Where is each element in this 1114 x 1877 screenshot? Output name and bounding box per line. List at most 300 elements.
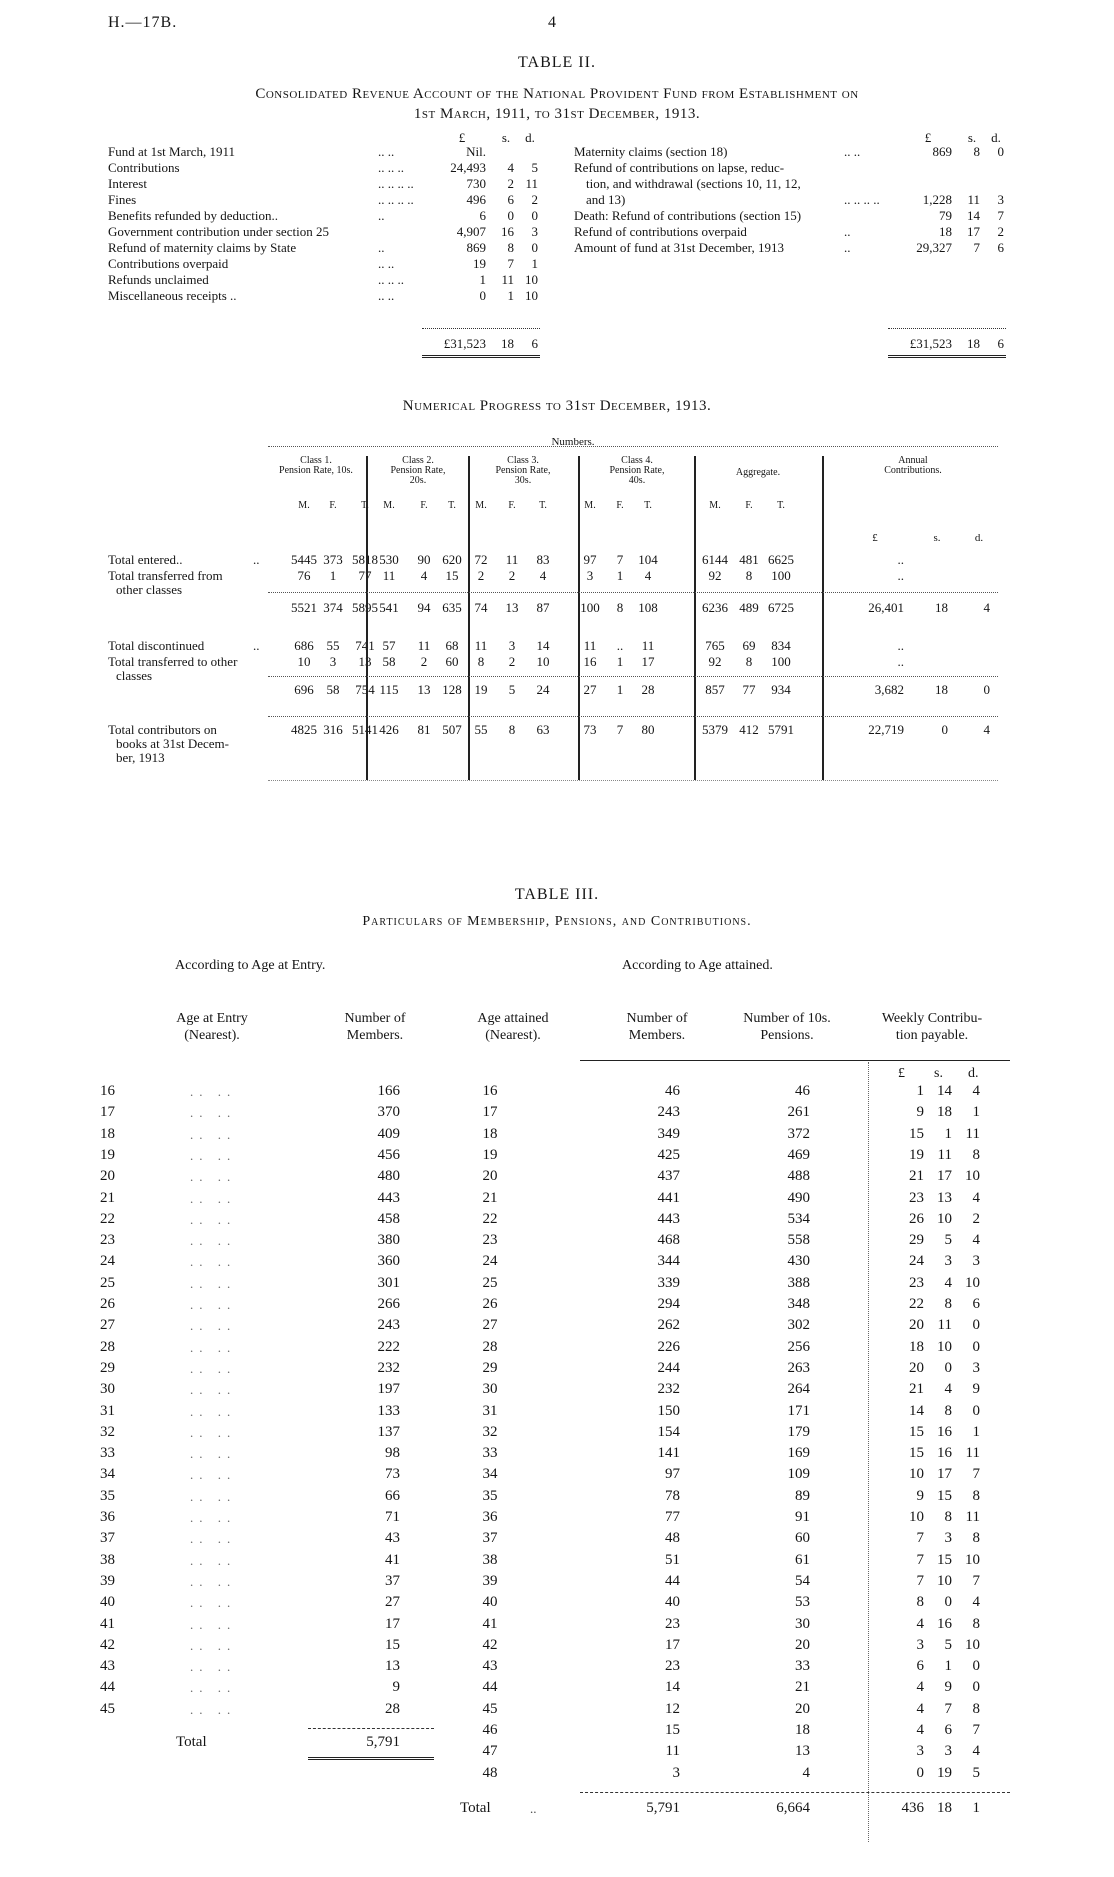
money-shillings bbox=[924, 568, 948, 584]
age-at-entry: 33 bbox=[100, 1445, 115, 1462]
members-count: 98 bbox=[385, 1445, 400, 1462]
count-cell: 13 bbox=[505, 600, 519, 615]
table2-title: TABLE II. bbox=[518, 54, 596, 71]
mft-heading: M. bbox=[709, 500, 721, 511]
count-cell: 8 bbox=[616, 600, 624, 615]
contribution-shillings: 17 bbox=[937, 1466, 952, 1483]
count-cell: 68 bbox=[445, 638, 459, 653]
amount-shillings: 1 bbox=[507, 288, 514, 303]
count-cell: 426 bbox=[379, 722, 399, 737]
contribution-shillings: 7 bbox=[944, 1700, 952, 1717]
members-count: 437 bbox=[657, 1168, 680, 1185]
members-count: 15 bbox=[385, 1636, 400, 1653]
members-count: 13 bbox=[385, 1658, 400, 1675]
contribution-pence: 10 bbox=[965, 1551, 980, 1568]
age-at-entry: 42 bbox=[100, 1636, 115, 1653]
age-at-entry: 24 bbox=[100, 1253, 115, 1270]
col-members-attained: Number of Members. bbox=[626, 1011, 688, 1043]
mft-heading: T. bbox=[539, 500, 547, 511]
age-at-entry: 41 bbox=[100, 1615, 115, 1632]
count-cell: 77 bbox=[358, 568, 372, 583]
contribution-shillings: 3 bbox=[944, 1530, 952, 1547]
count-cell: 4 bbox=[539, 568, 547, 583]
contribution-pounds: 4 bbox=[916, 1700, 924, 1717]
age-attained: 16 bbox=[482, 1083, 498, 1099]
count-cell: 686 bbox=[294, 638, 314, 653]
members-count: 360 bbox=[377, 1253, 400, 1270]
money-shillings: 0 bbox=[941, 722, 948, 737]
count-cell: 374 bbox=[323, 600, 343, 615]
total-pounds: £31,523 bbox=[443, 336, 486, 351]
members-count: 48 bbox=[665, 1530, 680, 1547]
count-cell: 4 bbox=[644, 568, 652, 583]
pensions-count: 33 bbox=[795, 1658, 810, 1675]
pensions-count: 469 bbox=[787, 1146, 810, 1163]
amount-pence bbox=[986, 160, 1004, 176]
age-attained: 39 bbox=[482, 1572, 498, 1589]
age-at-entry: 29 bbox=[100, 1359, 115, 1376]
contribution-pounds: 3 bbox=[916, 1636, 924, 1653]
count-cell: 5445 bbox=[291, 552, 317, 567]
count-cell: 24 bbox=[536, 682, 550, 697]
leader-dots: .. .. .. .. bbox=[378, 192, 414, 207]
members-count: 226 bbox=[657, 1338, 680, 1355]
contribution-pence: 1 bbox=[972, 1423, 980, 1440]
age-at-entry: 38 bbox=[100, 1551, 115, 1568]
leader-dots: .. bbox=[253, 638, 260, 653]
amount-shillings: 2 bbox=[507, 176, 514, 191]
contribution-pence: 8 bbox=[972, 1487, 980, 1504]
count-cell: 412 bbox=[739, 722, 759, 737]
count-cell: 14 bbox=[536, 638, 550, 653]
leader-dots: .. .. .. bbox=[378, 160, 404, 175]
contribution-pounds: 15 bbox=[909, 1445, 924, 1462]
contribution-pounds: 7 bbox=[916, 1551, 924, 1568]
age-at-entry: 26 bbox=[100, 1296, 115, 1312]
count-cell: 100 bbox=[771, 654, 791, 669]
count-cell: 10 bbox=[297, 654, 311, 669]
group-heading: Annual bbox=[898, 455, 928, 466]
age-at-entry: 25 bbox=[100, 1274, 115, 1291]
total-pounds: 436 bbox=[901, 1799, 924, 1816]
members-count: 468 bbox=[657, 1232, 680, 1249]
count-cell: 11 bbox=[583, 638, 597, 653]
group-heading: Class 1. bbox=[300, 455, 332, 466]
contribution-pence: 5 bbox=[972, 1764, 980, 1781]
contribution-shillings: 4 bbox=[944, 1381, 952, 1398]
document-reference: H.—17B. bbox=[108, 14, 178, 31]
amount-pounds: 18 bbox=[939, 224, 952, 239]
contribution-pence: 0 bbox=[972, 1402, 980, 1419]
age-at-entry: 31 bbox=[100, 1402, 115, 1419]
age-attained: 17 bbox=[482, 1104, 498, 1121]
age-attained: 47 bbox=[482, 1743, 498, 1760]
count-cell: 69 bbox=[742, 638, 756, 653]
group-heading: 30s. bbox=[514, 475, 532, 486]
amount-pounds: 24,493 bbox=[450, 160, 486, 175]
amount-pence bbox=[986, 176, 1004, 192]
count-cell: 13 bbox=[417, 682, 431, 697]
count-cell: 2 bbox=[477, 568, 485, 583]
pensions-count: 430 bbox=[787, 1253, 810, 1270]
mft-heading: T. bbox=[644, 500, 652, 511]
age-attained: 24 bbox=[482, 1253, 498, 1270]
count-cell: 741 bbox=[355, 638, 375, 653]
amount-pounds bbox=[894, 160, 952, 176]
age-at-entry: 19 bbox=[100, 1146, 115, 1163]
count-cell: 76 bbox=[297, 568, 311, 583]
members-count: 339 bbox=[657, 1274, 680, 1291]
amount-pounds: 869 bbox=[466, 240, 486, 255]
count-cell: 11 bbox=[641, 638, 655, 653]
count-cell: 4825 bbox=[291, 722, 317, 737]
group-heading: 40s. bbox=[628, 475, 646, 486]
leader-dots: .. .. bbox=[190, 1211, 237, 1227]
pensions-count: 488 bbox=[787, 1168, 810, 1185]
money-pence: 0 bbox=[983, 682, 990, 697]
money-heading: s. bbox=[933, 532, 941, 544]
contribution-pence: 4 bbox=[972, 1189, 980, 1206]
count-cell: 5141 bbox=[352, 722, 378, 737]
leader-dots: .. .. .. .. bbox=[378, 176, 414, 191]
account-label: Government contribution under section 25 bbox=[108, 224, 329, 239]
contribution-shillings: 5 bbox=[944, 1636, 952, 1653]
amount-pounds: 730 bbox=[466, 176, 486, 191]
count-cell: 58 bbox=[326, 682, 340, 697]
pensions-count: 302 bbox=[787, 1317, 810, 1334]
pensions-count: 20 bbox=[795, 1700, 810, 1717]
group-heading: Aggregate. bbox=[735, 467, 781, 478]
count-cell: 1 bbox=[329, 568, 337, 583]
count-cell: 92 bbox=[708, 568, 722, 583]
count-cell: 5791 bbox=[768, 722, 794, 737]
members-count: 243 bbox=[657, 1104, 680, 1121]
members-count: 232 bbox=[377, 1359, 400, 1376]
leader-dots: .. .. bbox=[190, 1084, 237, 1099]
leader-dots: .. bbox=[378, 208, 385, 223]
leader-dots: .. bbox=[378, 240, 385, 255]
members-count: 14 bbox=[665, 1679, 680, 1696]
col-members-entry: Number of Members. bbox=[344, 1011, 406, 1043]
total-pence: 6 bbox=[531, 336, 538, 351]
leader-dots: .. .. bbox=[190, 1360, 237, 1376]
money-head-pounds: £ bbox=[898, 1066, 905, 1081]
contribution-shillings: 0 bbox=[944, 1359, 952, 1376]
amount-shillings: 11 bbox=[501, 272, 514, 287]
count-cell: 6625 bbox=[768, 552, 794, 567]
count-cell: 696 bbox=[294, 682, 314, 697]
table2-subtitle-line2: 1st March, 1911, to 31st December, 1913. bbox=[413, 106, 701, 122]
leader-dots: .. .. bbox=[190, 1382, 237, 1398]
age-attained: 35 bbox=[482, 1487, 498, 1504]
members-count: 23 bbox=[665, 1658, 680, 1675]
members-count: 480 bbox=[377, 1168, 400, 1185]
account-label: Contributions bbox=[108, 160, 180, 175]
age-attained: 40 bbox=[482, 1594, 498, 1611]
count-cell: 94 bbox=[417, 600, 431, 615]
money-head-pence: d. bbox=[968, 1066, 979, 1081]
leader-dots: .. .. bbox=[190, 1190, 237, 1206]
group-heading: Pension Rate, bbox=[390, 465, 446, 476]
count-cell: 60 bbox=[445, 654, 459, 669]
count-cell: 5521 bbox=[291, 600, 317, 615]
leader-dots: .. .. bbox=[190, 1169, 237, 1185]
members-count: 66 bbox=[385, 1487, 400, 1504]
contribution-pence: 6 bbox=[972, 1296, 980, 1312]
count-cell: 8 bbox=[745, 568, 753, 583]
leader-dots: .. .. bbox=[190, 1424, 237, 1440]
age-at-entry: 32 bbox=[100, 1423, 115, 1440]
count-cell: 1 bbox=[616, 568, 624, 583]
members-count: 232 bbox=[657, 1381, 680, 1398]
account-label: Refund of contributions overpaid bbox=[574, 224, 747, 239]
pensions-count: 18 bbox=[795, 1722, 810, 1738]
leader-dots: .. .. bbox=[190, 1680, 237, 1696]
count-cell: 16 bbox=[583, 654, 597, 669]
count-cell: 2 bbox=[420, 654, 428, 669]
money-pounds: .. bbox=[897, 638, 904, 653]
contribution-shillings: 10 bbox=[937, 1572, 952, 1589]
row-label: Total entered.. bbox=[108, 552, 183, 567]
contribution-shillings: 9 bbox=[944, 1679, 952, 1696]
count-cell: 10 bbox=[536, 654, 550, 669]
account-label: Refund of contributions on lapse, reduc- bbox=[574, 160, 785, 175]
contribution-pounds: 8 bbox=[916, 1594, 924, 1611]
leader-dots: .. bbox=[844, 224, 851, 239]
count-cell: 100 bbox=[580, 600, 600, 615]
contribution-pounds: 20 bbox=[909, 1359, 924, 1376]
pensions-count: 558 bbox=[787, 1232, 810, 1249]
members-count: 28 bbox=[385, 1700, 400, 1717]
mft-heading: F. bbox=[420, 500, 428, 511]
total-shillings: 18 bbox=[501, 336, 514, 351]
contribution-shillings: 8 bbox=[944, 1296, 952, 1312]
amount-pounds: 4,907 bbox=[456, 224, 486, 239]
money-shillings bbox=[924, 638, 948, 654]
contribution-shillings: 16 bbox=[937, 1445, 952, 1462]
age-at-entry: 20 bbox=[100, 1168, 115, 1185]
mft-heading: M. bbox=[475, 500, 487, 511]
count-cell: 8 bbox=[508, 722, 516, 737]
leader-dots: .. .. bbox=[190, 1275, 237, 1291]
age-attained: 37 bbox=[482, 1530, 498, 1547]
members-count: 40 bbox=[665, 1594, 680, 1611]
pensions-count: 30 bbox=[795, 1615, 810, 1632]
leader-dots: .. .. bbox=[190, 1297, 237, 1312]
amount-pounds: 6 bbox=[479, 208, 486, 223]
age-attained: 48 bbox=[482, 1764, 498, 1781]
pensions-count: 60 bbox=[795, 1530, 810, 1547]
contribution-shillings: 13 bbox=[937, 1189, 952, 1206]
age-attained: 33 bbox=[482, 1445, 498, 1462]
count-cell: 6725 bbox=[768, 600, 794, 615]
count-cell: 115 bbox=[379, 682, 399, 697]
money-pounds: .. bbox=[897, 552, 904, 567]
age-at-entry: 45 bbox=[100, 1700, 115, 1717]
contribution-shillings: 10 bbox=[937, 1210, 952, 1227]
age-at-entry: 37 bbox=[100, 1530, 115, 1547]
contribution-shillings: 10 bbox=[937, 1338, 952, 1355]
contribution-pounds: 6 bbox=[916, 1658, 924, 1675]
amount-pence: 2 bbox=[997, 224, 1004, 239]
page-number: 4 bbox=[548, 14, 556, 31]
leader-dots: .. .. bbox=[190, 1616, 237, 1632]
count-cell: 635 bbox=[442, 600, 462, 615]
leader-dots: .. .. bbox=[190, 1318, 237, 1334]
members-count: 133 bbox=[377, 1402, 400, 1419]
age-attained: 19 bbox=[482, 1146, 498, 1163]
members-count: 11 bbox=[665, 1743, 680, 1760]
count-cell: 373 bbox=[323, 552, 343, 567]
age-attained: 22 bbox=[482, 1210, 498, 1227]
amount-pence: 3 bbox=[997, 192, 1004, 207]
contribution-shillings: 4 bbox=[944, 1274, 952, 1291]
members-count: 27 bbox=[385, 1594, 400, 1611]
mft-heading: F. bbox=[616, 500, 624, 511]
account-label: Interest bbox=[108, 176, 147, 191]
members-count: 37 bbox=[385, 1572, 400, 1589]
count-cell: 4 bbox=[420, 568, 428, 583]
pence-head: d. bbox=[525, 130, 535, 145]
count-cell: 15 bbox=[445, 568, 459, 583]
members-count: 349 bbox=[657, 1125, 680, 1142]
row-label-cont: classes bbox=[116, 668, 153, 683]
contribution-pounds: 22 bbox=[909, 1296, 924, 1312]
account-label: Benefits refunded by deduction.. bbox=[108, 208, 279, 223]
leader-dots: .. .. bbox=[378, 288, 395, 303]
count-cell: 5895 bbox=[352, 600, 378, 615]
total-members: 5,791 bbox=[646, 1799, 680, 1816]
contribution-pounds: 7 bbox=[916, 1572, 924, 1589]
members-count: 301 bbox=[377, 1274, 400, 1291]
age-at-entry: 40 bbox=[100, 1594, 115, 1611]
members-count: 458 bbox=[377, 1210, 400, 1227]
contribution-pence: 7 bbox=[972, 1722, 980, 1738]
pensions-count: 348 bbox=[787, 1296, 810, 1312]
mft-heading: F. bbox=[745, 500, 753, 511]
count-cell: 128 bbox=[442, 682, 462, 697]
members-count: 443 bbox=[657, 1210, 680, 1227]
age-at-entry: 39 bbox=[100, 1572, 115, 1589]
mft-heading: T. bbox=[448, 500, 456, 511]
contribution-shillings: 11 bbox=[937, 1146, 952, 1163]
money-shillings bbox=[924, 654, 948, 670]
members-count: 141 bbox=[657, 1445, 680, 1462]
age-attained: 18 bbox=[482, 1125, 498, 1142]
amount-pence: 1 bbox=[531, 256, 538, 271]
amount-shillings: 7 bbox=[973, 240, 980, 255]
contribution-pence: 7 bbox=[972, 1572, 980, 1589]
contribution-pence: 1 bbox=[972, 1104, 980, 1121]
members-count: 77 bbox=[665, 1509, 680, 1525]
contribution-pence: 10 bbox=[965, 1274, 980, 1291]
group-heading: Class 4. bbox=[621, 455, 653, 466]
count-cell: 1 bbox=[616, 654, 624, 669]
age-at-entry: 43 bbox=[100, 1658, 115, 1675]
contribution-pence: 11 bbox=[965, 1509, 980, 1525]
leader-dots: .. bbox=[844, 240, 851, 255]
account-label: Fines bbox=[108, 192, 137, 207]
contribution-pence: 8 bbox=[972, 1530, 980, 1547]
amount-pounds: 1,228 bbox=[922, 192, 952, 207]
contribution-pounds: 7 bbox=[916, 1530, 924, 1547]
pensions-count: 13 bbox=[795, 1743, 810, 1760]
count-cell: 11 bbox=[417, 638, 431, 653]
amount-shillings: 8 bbox=[973, 144, 980, 159]
amount-shillings: 6 bbox=[507, 192, 514, 207]
amount-shillings: 4 bbox=[507, 160, 514, 175]
count-cell: 2 bbox=[508, 654, 516, 669]
contribution-shillings: 18 bbox=[937, 1104, 952, 1121]
amount-pounds: 869 bbox=[932, 144, 952, 159]
attained-total-label: Total bbox=[460, 1799, 491, 1816]
count-cell: 3 bbox=[329, 654, 337, 669]
money-head-shillings: s. bbox=[934, 1066, 943, 1081]
count-cell: 97 bbox=[583, 552, 597, 567]
leader-dots: .. bbox=[253, 552, 260, 567]
amount-shillings: 17 bbox=[967, 224, 980, 239]
count-cell: 489 bbox=[739, 600, 759, 615]
contribution-pence: 11 bbox=[965, 1445, 980, 1462]
contribution-shillings: 8 bbox=[944, 1402, 952, 1419]
leader-dots: .. .. bbox=[378, 256, 395, 271]
age-at-entry: 21 bbox=[100, 1189, 115, 1206]
count-cell: 73 bbox=[583, 722, 597, 737]
money-pence bbox=[966, 552, 990, 568]
contribution-pence: 0 bbox=[972, 1679, 980, 1696]
leader-dots: .. .. .. bbox=[378, 272, 404, 287]
total-pensions: 6,664 bbox=[776, 1799, 810, 1816]
count-cell: 17 bbox=[641, 654, 655, 669]
progress-table bbox=[108, 436, 1008, 836]
amount-shillings: 0 bbox=[507, 208, 514, 223]
members-count: 243 bbox=[377, 1317, 400, 1334]
members-count: 44 bbox=[665, 1572, 680, 1589]
pensions-count: 261 bbox=[787, 1104, 810, 1121]
account-label: Refund of maternity claims by State bbox=[108, 240, 297, 255]
age-at-entry: 35 bbox=[100, 1487, 115, 1504]
col-weekly: Weekly Contribu- tion payable. bbox=[881, 1011, 983, 1043]
pensions-count: 46 bbox=[795, 1083, 810, 1099]
table3-title: TABLE III. bbox=[514, 886, 600, 903]
amount-shillings: 16 bbox=[501, 224, 514, 239]
money-shillings: 18 bbox=[935, 600, 948, 615]
amount-shillings: 11 bbox=[967, 192, 980, 207]
money-pence bbox=[966, 654, 990, 670]
amount-pence: 2 bbox=[531, 192, 538, 207]
leader-dots: .. .. bbox=[190, 1531, 237, 1547]
money-heading: d. bbox=[974, 532, 984, 544]
contribution-pence: 8 bbox=[972, 1615, 980, 1632]
age-at-entry: 27 bbox=[100, 1317, 115, 1334]
group-heading: Pension Rate, bbox=[495, 465, 551, 476]
contribution-pence: 8 bbox=[972, 1700, 980, 1717]
leader-dots: .. .. bbox=[190, 1595, 237, 1611]
shillings-head: s. bbox=[967, 130, 977, 145]
contribution-shillings: 1 bbox=[944, 1658, 952, 1675]
money-heading: £ bbox=[872, 532, 878, 544]
amount-shillings bbox=[496, 144, 514, 160]
age-attained: 30 bbox=[482, 1381, 498, 1398]
contribution-pounds: 9 bbox=[916, 1104, 924, 1121]
members-count: 344 bbox=[657, 1253, 680, 1270]
contribution-pence: 0 bbox=[972, 1658, 980, 1675]
contribution-shillings: 19 bbox=[937, 1764, 952, 1781]
contribution-pounds: 23 bbox=[909, 1189, 924, 1206]
amount-pence: 3 bbox=[531, 224, 538, 239]
contribution-pence: 11 bbox=[965, 1125, 980, 1142]
amount-shillings bbox=[962, 176, 980, 192]
